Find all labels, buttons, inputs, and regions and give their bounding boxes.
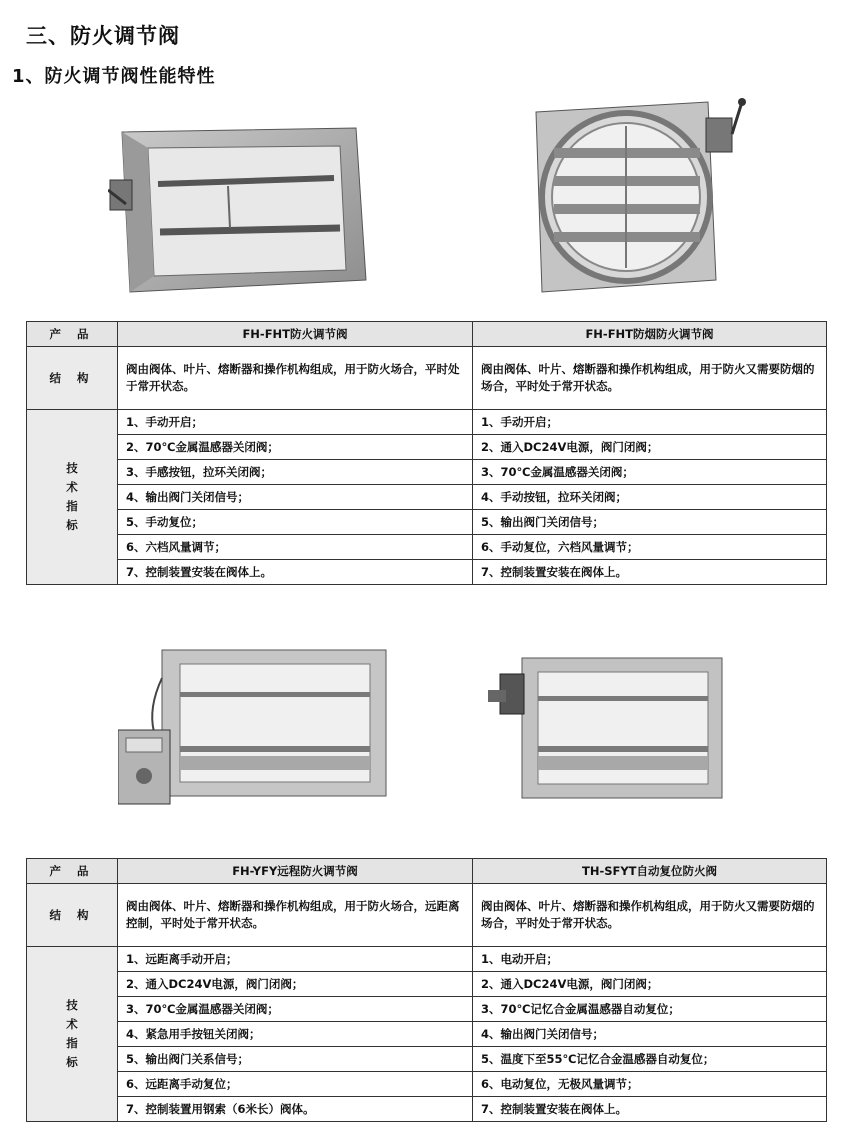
spec-item: 1、手动开启； bbox=[118, 410, 473, 435]
spec-item: 4、手动按钮，拉环关闭阀； bbox=[473, 485, 827, 510]
spec-item: 7、控制装置安装在阀体上。 bbox=[473, 560, 827, 585]
photo-th-sfyt-damper bbox=[486, 656, 726, 802]
spec-item: 7、控制装置用钢索（6米长）阀体。 bbox=[118, 1097, 473, 1122]
spec-item: 1、电动开启； bbox=[473, 947, 827, 972]
product-label: 产 品 bbox=[27, 859, 118, 884]
spec-item: 5、手动复位； bbox=[118, 510, 473, 535]
structure-label: 结 构 bbox=[27, 347, 118, 410]
spec-item: 1、手动开启； bbox=[473, 410, 827, 435]
photo-fh-fht-damper bbox=[108, 120, 370, 298]
spec-item: 4、紧急用手按钮关闭阀； bbox=[118, 1022, 473, 1047]
structure-desc: 阀由阀体、叶片、熔断器和操作机构组成，用于防火场合，远距离控制，平时处于常开状态。 bbox=[118, 884, 473, 947]
spec-item: 2、70℃金属温感器关闭阀； bbox=[118, 435, 473, 460]
spec-item: 3、70℃金属温感器关闭阀； bbox=[473, 460, 827, 485]
subsection-title: 1、防火调节阀性能特性 bbox=[12, 66, 216, 87]
spec-label: 技 术 指 标 bbox=[27, 410, 118, 585]
spec-item: 1、远距离手动开启； bbox=[118, 947, 473, 972]
spec-item: 7、控制装置安装在阀体上。 bbox=[473, 1097, 827, 1122]
spec-item: 7、控制装置安装在阀体上。 bbox=[118, 560, 473, 585]
photo-fh-yfy-damper bbox=[118, 648, 390, 808]
spec-item: 4、输出阀门关闭信号； bbox=[118, 485, 473, 510]
section-title: 三、防火调节阀 bbox=[26, 24, 180, 48]
spec-item: 6、手动复位，六档风量调节； bbox=[473, 535, 827, 560]
spec-item: 3、70℃金属温感器关闭阀； bbox=[118, 997, 473, 1022]
product-title-fh-fht: FH-FHT防火调节阀 bbox=[118, 322, 473, 347]
spec-item: 5、输出阀门关系信号； bbox=[118, 1047, 473, 1072]
spec-label: 技 术 指 标 bbox=[27, 947, 118, 1122]
spec-item: 2、通入DC24V电源，阀门闭阀； bbox=[473, 972, 827, 997]
spec-item: 3、70℃记忆合金属温感器自动复位； bbox=[473, 997, 827, 1022]
spec-item: 3、手感按钮，拉环关闭阀； bbox=[118, 460, 473, 485]
product-label: 产 品 bbox=[27, 322, 118, 347]
spec-table-2 bbox=[26, 858, 827, 1122]
structure-label: 结 构 bbox=[27, 884, 118, 947]
structure-desc: 阀由阀体、叶片、熔断器和操作机构组成，用于防火场合，平时处于常开状态。 bbox=[118, 347, 473, 410]
spec-item: 6、电动复位，无极风量调节； bbox=[473, 1072, 827, 1097]
product-title-fh-yfy: FH-YFY远程防火调节阀 bbox=[118, 859, 473, 884]
product-title-fh-fht-smoke: FH-FHT防烟防火调节阀 bbox=[473, 322, 827, 347]
spec-item: 2、通入DC24V电源，阀门闭阀； bbox=[118, 972, 473, 997]
spec-item: 6、远距离手动复位； bbox=[118, 1072, 473, 1097]
structure-desc: 阀由阀体、叶片、熔断器和操作机构组成，用于防火又需要防烟的场合，平时处于常开状态。 bbox=[473, 347, 827, 410]
spec-item: 2、通入DC24V电源，阀门闭阀； bbox=[473, 435, 827, 460]
spec-item: 5、输出阀门关闭信号； bbox=[473, 510, 827, 535]
spec-item: 4、输出阀门关闭信号； bbox=[473, 1022, 827, 1047]
spec-item: 6、六档风量调节； bbox=[118, 535, 473, 560]
spec-table-1 bbox=[26, 321, 827, 585]
photo-fh-fht-smoke-damper bbox=[528, 96, 756, 296]
spec-item: 5、温度下至55℃记忆合金温感器自动复位； bbox=[473, 1047, 827, 1072]
product-title-th-sfyt: TH-SFYT自动复位防火阀 bbox=[473, 859, 827, 884]
structure-desc: 阀由阀体、叶片、熔断器和操作机构组成，用于防火又需要防烟的场合，平时处于常开状态。 bbox=[473, 884, 827, 947]
